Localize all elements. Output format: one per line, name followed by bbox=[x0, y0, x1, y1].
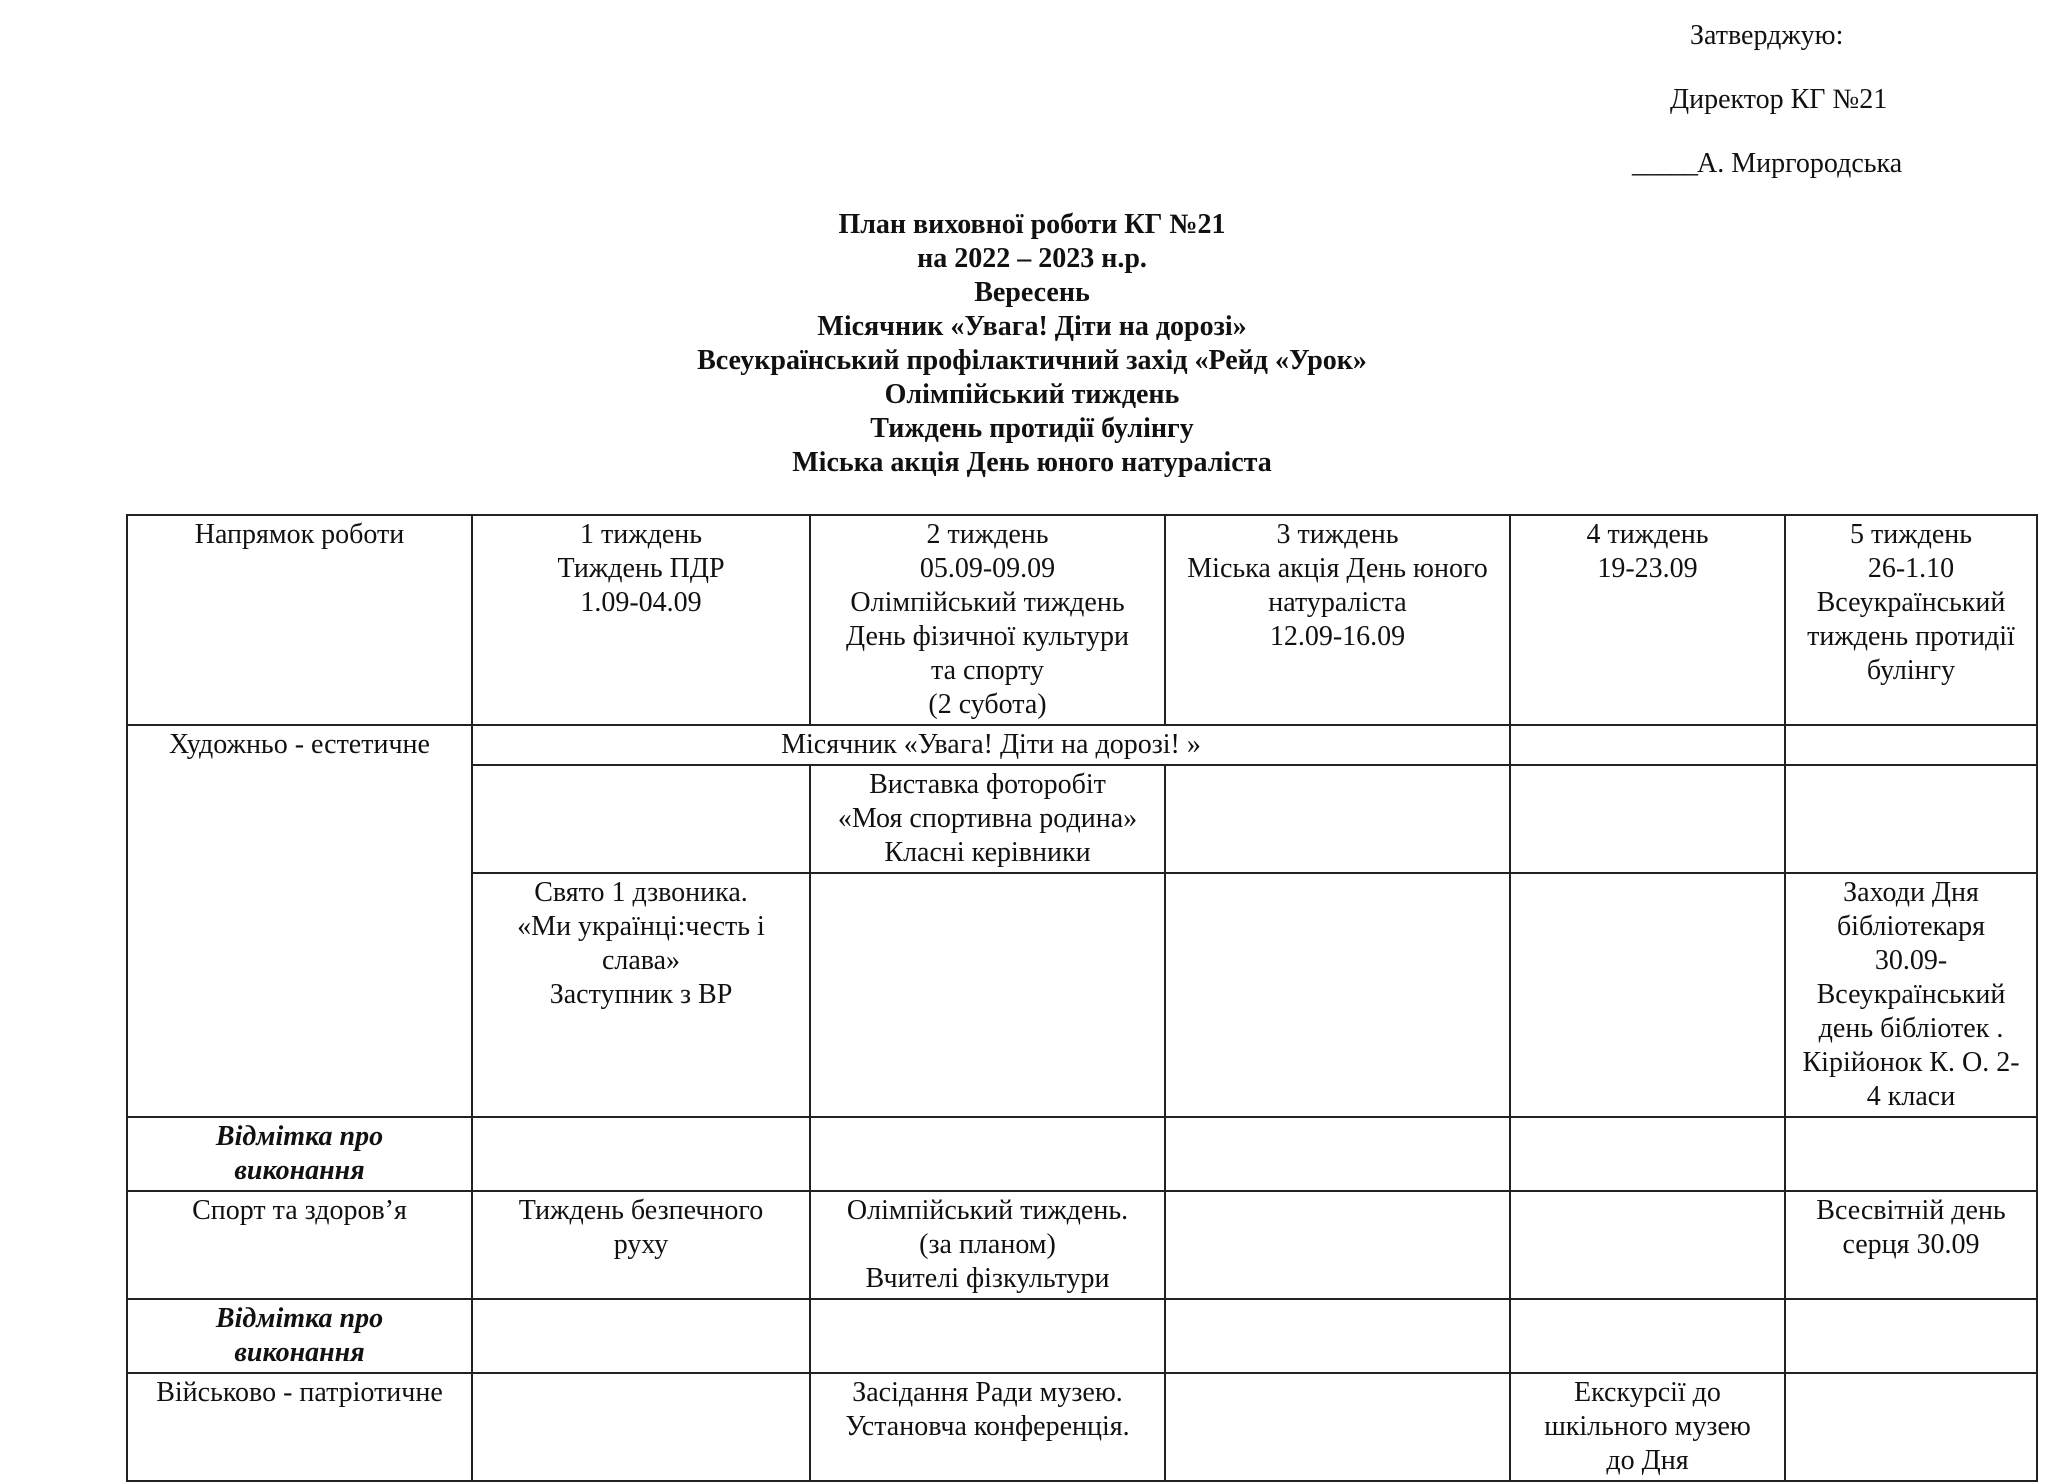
theme-olympic-week: Олімпійський тиждень bbox=[884, 379, 1180, 410]
empty-cell bbox=[1510, 1299, 1785, 1373]
table-header-row bbox=[127, 515, 2037, 725]
empty-cell bbox=[1510, 873, 1785, 1117]
empty-cell bbox=[472, 765, 810, 873]
month-campaign-banner: Місячник «Увага! Діти на дорозі! » bbox=[472, 725, 1510, 765]
empty-cell bbox=[472, 1117, 810, 1191]
photo-exhibition-cell: Виставка фоторобіт «Моя спортивна родина» Класні керівники bbox=[810, 765, 1165, 873]
theme-raid: Всеукраїнський профілактичний захід «Рейд «Урок» bbox=[697, 345, 1367, 376]
theme-bullying-week: Тиждень протидії булінгу bbox=[870, 413, 1194, 444]
direction-art: Художньо - естетичне bbox=[127, 725, 472, 1117]
museum-excursion-cell: Екскурсії до шкільного музею до Дня bbox=[1510, 1373, 1785, 1481]
table-row bbox=[127, 725, 2037, 765]
safe-traffic-week-cell: Тиждень безпечного руху bbox=[472, 1191, 810, 1299]
table-row bbox=[127, 1299, 2037, 1373]
empty-cell bbox=[1165, 873, 1510, 1117]
table-row bbox=[127, 1191, 2037, 1299]
empty-cell bbox=[1165, 765, 1510, 873]
empty-cell bbox=[810, 873, 1165, 1117]
empty-cell bbox=[1510, 765, 1785, 873]
plan-title: План виховної роботи КГ №21 bbox=[838, 209, 1226, 240]
director-title: Директор КГ №21 bbox=[1670, 84, 1888, 115]
first-bell-cell: Свято 1 дзвоника. «Ми українці:честь і слава» Заступник з ВР bbox=[472, 873, 810, 1117]
theme-month-campaign: Місячник «Увага! Діти на дорозі» bbox=[817, 311, 1247, 342]
heart-day-cell: Всесвітній день серця 30.09 bbox=[1785, 1191, 2037, 1299]
empty-cell bbox=[810, 1117, 1165, 1191]
table-row bbox=[127, 1117, 2037, 1191]
olympic-week-cell: Олімпійський тиждень. (за планом) Вчителі фізкультури bbox=[810, 1191, 1165, 1299]
empty-cell bbox=[1510, 1191, 1785, 1299]
empty-cell bbox=[1785, 1299, 2037, 1373]
completion-mark-label: Відмітка про виконання bbox=[127, 1299, 472, 1373]
signature-blank: _____ bbox=[1632, 148, 1697, 179]
empty-cell bbox=[1165, 1299, 1510, 1373]
museum-council-cell: Засідання Ради музею. Установча конференція. bbox=[810, 1373, 1165, 1481]
approval-line: Затверджую: bbox=[1690, 20, 1844, 51]
header-week1: 1 тиждень Тиждень ПДР 1.09-04.09 bbox=[472, 515, 810, 725]
header-week3: 3 тиждень Міська акція День юного натураліста 12.09-16.09 bbox=[1165, 515, 1510, 725]
empty-cell bbox=[1785, 1117, 2037, 1191]
empty-cell bbox=[810, 1299, 1165, 1373]
librarian-day-cell: Заходи Дня бібліотекаря 30.09- Всеукраїнський день бібліотек . Кірійонок К. О. 2- 4 класи bbox=[1785, 873, 2037, 1117]
theme-naturalist-day: Міська акція День юного натураліста bbox=[792, 447, 1272, 478]
document-title-block bbox=[0, 208, 2048, 480]
direction-military: Військово - патріотичне bbox=[127, 1373, 472, 1481]
plan-table bbox=[126, 514, 2038, 1482]
director-signature bbox=[1632, 148, 1902, 180]
empty-cell bbox=[1785, 765, 2037, 873]
empty-cell bbox=[1165, 1117, 1510, 1191]
empty-cell bbox=[1510, 1117, 1785, 1191]
empty-cell bbox=[472, 1299, 810, 1373]
school-year: на 2022 – 2023 н.р. bbox=[917, 243, 1147, 274]
header-week2: 2 тиждень 05.09-09.09 Олімпійський тиждень День фізичної культури та спорту (2 субота) bbox=[810, 515, 1165, 725]
empty-cell bbox=[1510, 725, 1785, 765]
empty-cell bbox=[472, 1373, 810, 1481]
completion-mark-label: Відмітка про виконання bbox=[127, 1117, 472, 1191]
direction-sport: Спорт та здоров’я bbox=[127, 1191, 472, 1299]
empty-cell bbox=[1165, 1373, 1510, 1481]
header-week5: 5 тиждень 26-1.10 Всеукраїнський тиждень протидії булінгу bbox=[1785, 515, 2037, 725]
empty-cell bbox=[1165, 1191, 1510, 1299]
month-title: Вересень bbox=[974, 277, 1090, 308]
empty-cell bbox=[1785, 725, 2037, 765]
director-name: А. Миргородська bbox=[1697, 148, 1903, 179]
table-row bbox=[127, 1373, 2037, 1481]
header-direction: Напрямок роботи bbox=[127, 515, 472, 725]
header-week4: 4 тиждень 19-23.09 bbox=[1510, 515, 1785, 725]
empty-cell bbox=[1785, 1373, 2037, 1481]
